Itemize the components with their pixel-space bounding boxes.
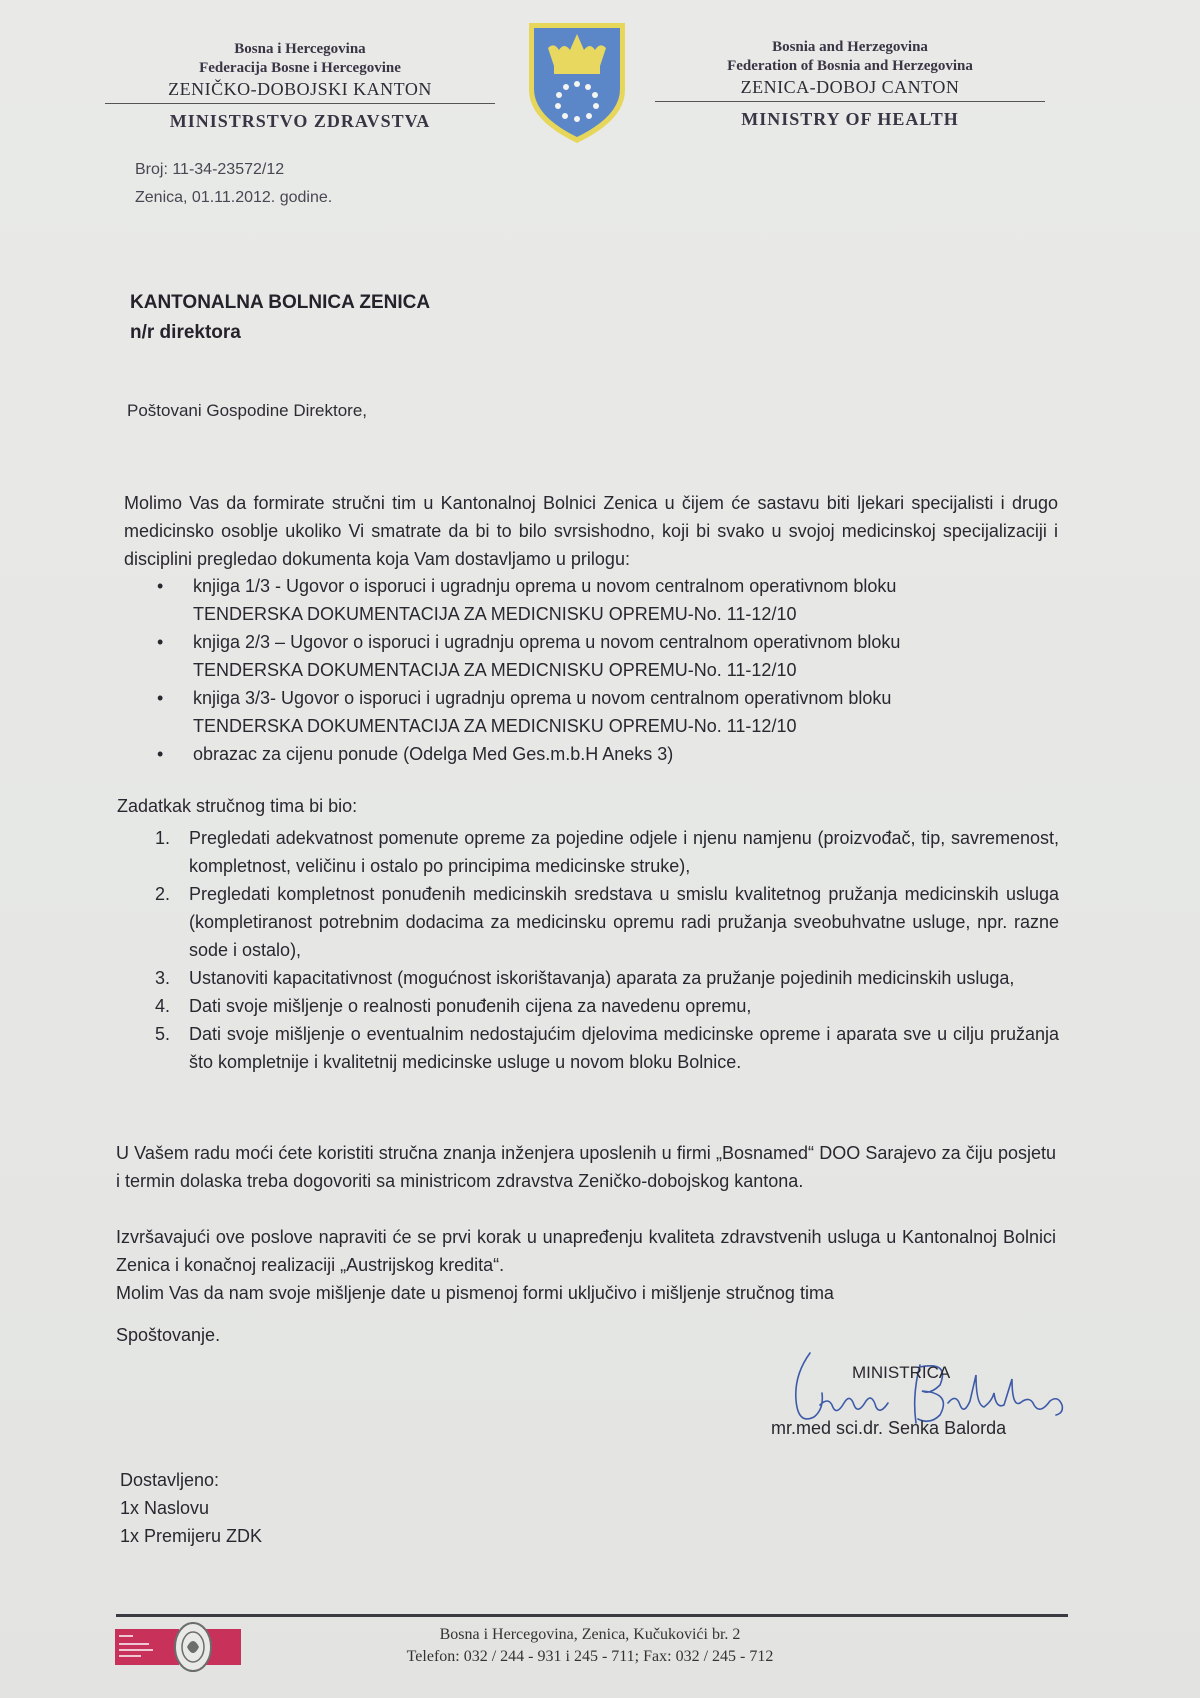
coat-of-arms-icon	[526, 20, 628, 146]
header-federation-en: Federation of Bosnia and Herzegovina	[727, 58, 973, 74]
salutation: Poštovani Gospodine Direktore,	[127, 401, 368, 420]
delivered-block	[120, 1466, 262, 1550]
attachment-subtitle: TENDERSKA DOKUMENTACIJA ZA MEDICNISKU OPREMU-No. 11-12/10	[193, 716, 797, 736]
task-number: 1.	[155, 828, 171, 848]
header-canton-en: ZENICA-DOBOJ CANTON	[740, 77, 960, 97]
task-text: Ustanoviti kapacitativnost (mogućnost iskorištavanja) aparata za pružanje pojedinih medicinskih usluga,	[189, 968, 1015, 988]
list-item	[157, 684, 1057, 740]
bullet-icon: •	[157, 576, 164, 596]
footer-divider	[116, 1614, 1068, 1617]
bullet-icon: •	[157, 744, 164, 764]
list-item	[157, 628, 1057, 684]
header-federation: Federacija Bosne i Hercegovine	[199, 60, 401, 76]
list-item	[155, 964, 1059, 992]
intro-paragraph: Molimo Vas da formirate stručni tim u Kantonalnoj Bolnici Zenica u čijem će sastavu biti ljekari specijalisti i drugo medicinsko osoblje ukoliko Vi smatrate da bi to bilo svrsishodno, koji bi svako u svojoj medicinskoj specijalizaciji i disciplini pregledao dokumenta koja Vam dostavljamo u prilogu:	[124, 493, 1058, 569]
list-item	[155, 880, 1059, 964]
closing: Spoštovanje.	[116, 1325, 221, 1345]
task-text: Pregledati adekvatnost pomenute opreme za pojedine odjele i njenu namjenu (proizvođač, tip, savremenost, kompletnost, veličinu i ostalo po principima medicinske struke),	[189, 828, 1059, 876]
attachment-title: knjiga 1/3 - Ugovor o isporuci i ugradnju oprema u novom centralnom operativnom bloku	[193, 576, 897, 596]
reference-block	[135, 156, 332, 212]
recipient-institution: KANTONALNA BOLNICA ZENICA	[130, 292, 431, 313]
header-local-language	[105, 40, 495, 132]
attachment-subtitle: TENDERSKA DOKUMENTACIJA ZA MEDICNISKU OPREMU-No. 11-12/10	[193, 604, 797, 624]
list-item	[157, 740, 1057, 768]
header-english	[655, 38, 1045, 130]
list-item	[155, 1020, 1059, 1076]
delivered-item: 1x Naslovu	[120, 1498, 210, 1518]
bullet-icon: •	[157, 688, 164, 708]
header-ministry: MINISTRSTVO ZDRAVSTVA	[169, 111, 431, 131]
footer-address: Bosna i Hercegovina, Zenica, Kučukovići br. 2	[439, 1626, 741, 1643]
attachment-title: knjiga 3/3- Ugovor o isporuci i ugradnju oprema u novom centralnom operativnom bloku	[193, 688, 892, 708]
certification-logo-icon	[115, 1621, 241, 1673]
attachments-list	[157, 572, 1057, 768]
footer-contact	[300, 1624, 880, 1668]
task-number: 3.	[155, 968, 171, 988]
task-text: Dati svoje mišljenje o realnosti ponuđenih cijena za navedenu opremu,	[189, 996, 752, 1016]
bullet-icon: •	[157, 632, 164, 652]
recipient-attention: n/r direktora	[130, 322, 241, 343]
recipient-block	[130, 288, 430, 348]
engineers-paragraph: U Vašem radu moći ćete koristiti stručna znanja inženjera uposlenih u firmi „Bosnamed“ DOO Sarajevo za čiju posjetu i termin dolaska treba dogovoriti sa ministricom zdravstva Zeničko-dobojskog kantona.	[116, 1143, 1056, 1191]
signatory-name: mr.med sci.dr. Senka Balorda	[771, 1418, 1007, 1438]
tasks-list	[155, 824, 1059, 1076]
request-paragraph: Molim Vas da nam svoje mišljenje date u pismenoj formi uključivo i mišljenje stručnog tima	[116, 1283, 834, 1303]
task-number: 5.	[155, 1024, 171, 1044]
attachment-title: knjiga 2/3 – Ugovor o isporuci i ugradnju oprema u novom centralnom operativnom bloku	[193, 632, 901, 652]
header-canton: ZENIČKO-DOBOJSKI KANTON	[168, 79, 432, 99]
footer-phones: Telefon: 032 / 244 - 931 i 245 - 711; Fax: 032 / 245 - 712	[406, 1648, 774, 1665]
task-number: 2.	[155, 884, 171, 904]
task-text: Dati svoje mišljenje o eventualnim nedostajućim djelovima medicinske opreme i aparata sve u cilju pružanja što kompletnije i kvalitetnij medicinske usluge u novom bloku Bolnice.	[189, 1024, 1059, 1072]
first-step-paragraph: Izvršavajući ove poslove napraviti će se prvi korak u unapređenju kvaliteta zdravstvenih usluga u Kantonalnoj Bolnici Zenica i konačnoj realizaciji „Austrijskog kredita“.	[116, 1227, 1056, 1275]
list-item	[155, 824, 1059, 880]
header-divider-en	[655, 101, 1045, 102]
header-country: Bosna i Hercegovina	[234, 41, 366, 57]
header-divider	[105, 103, 495, 104]
task-text: Pregledati kompletnost ponuđenih medicinskih sredstava u smislu kvalitetnog pružanja medicinskih usluga (kompletiranost potrebnim dodacima za medicinsku opremu radi pružanja sveobuhvatne usluge, npr. razne sode i ostalo),	[189, 884, 1059, 960]
list-item	[157, 572, 1057, 628]
attachment-subtitle: TENDERSKA DOKUMENTACIJA ZA MEDICNISKU OPREMU-No. 11-12/10	[193, 660, 797, 680]
reference-date: Zenica, 01.11.2012. godine.	[135, 189, 333, 206]
header-country-en: Bosnia and Herzegovina	[772, 39, 928, 55]
task-number: 4.	[155, 996, 171, 1016]
delivered-item: 1x Premijeru ZDK	[120, 1526, 263, 1546]
tasks-title: Zadatkak stručnog tima bi bio:	[117, 796, 358, 816]
reference-number: Broj: 11-34-23572/12	[135, 161, 285, 178]
signatory-title: MINISTRICA	[852, 1363, 951, 1382]
attachment-title: obrazac za cijenu ponude (Odelga Med Ges.m.b.H Aneks 3)	[193, 744, 674, 764]
list-item	[155, 992, 1059, 1020]
delivered-title: Dostavljeno:	[120, 1470, 220, 1490]
header-ministry-en: MINISTRY OF HEALTH	[741, 109, 959, 129]
